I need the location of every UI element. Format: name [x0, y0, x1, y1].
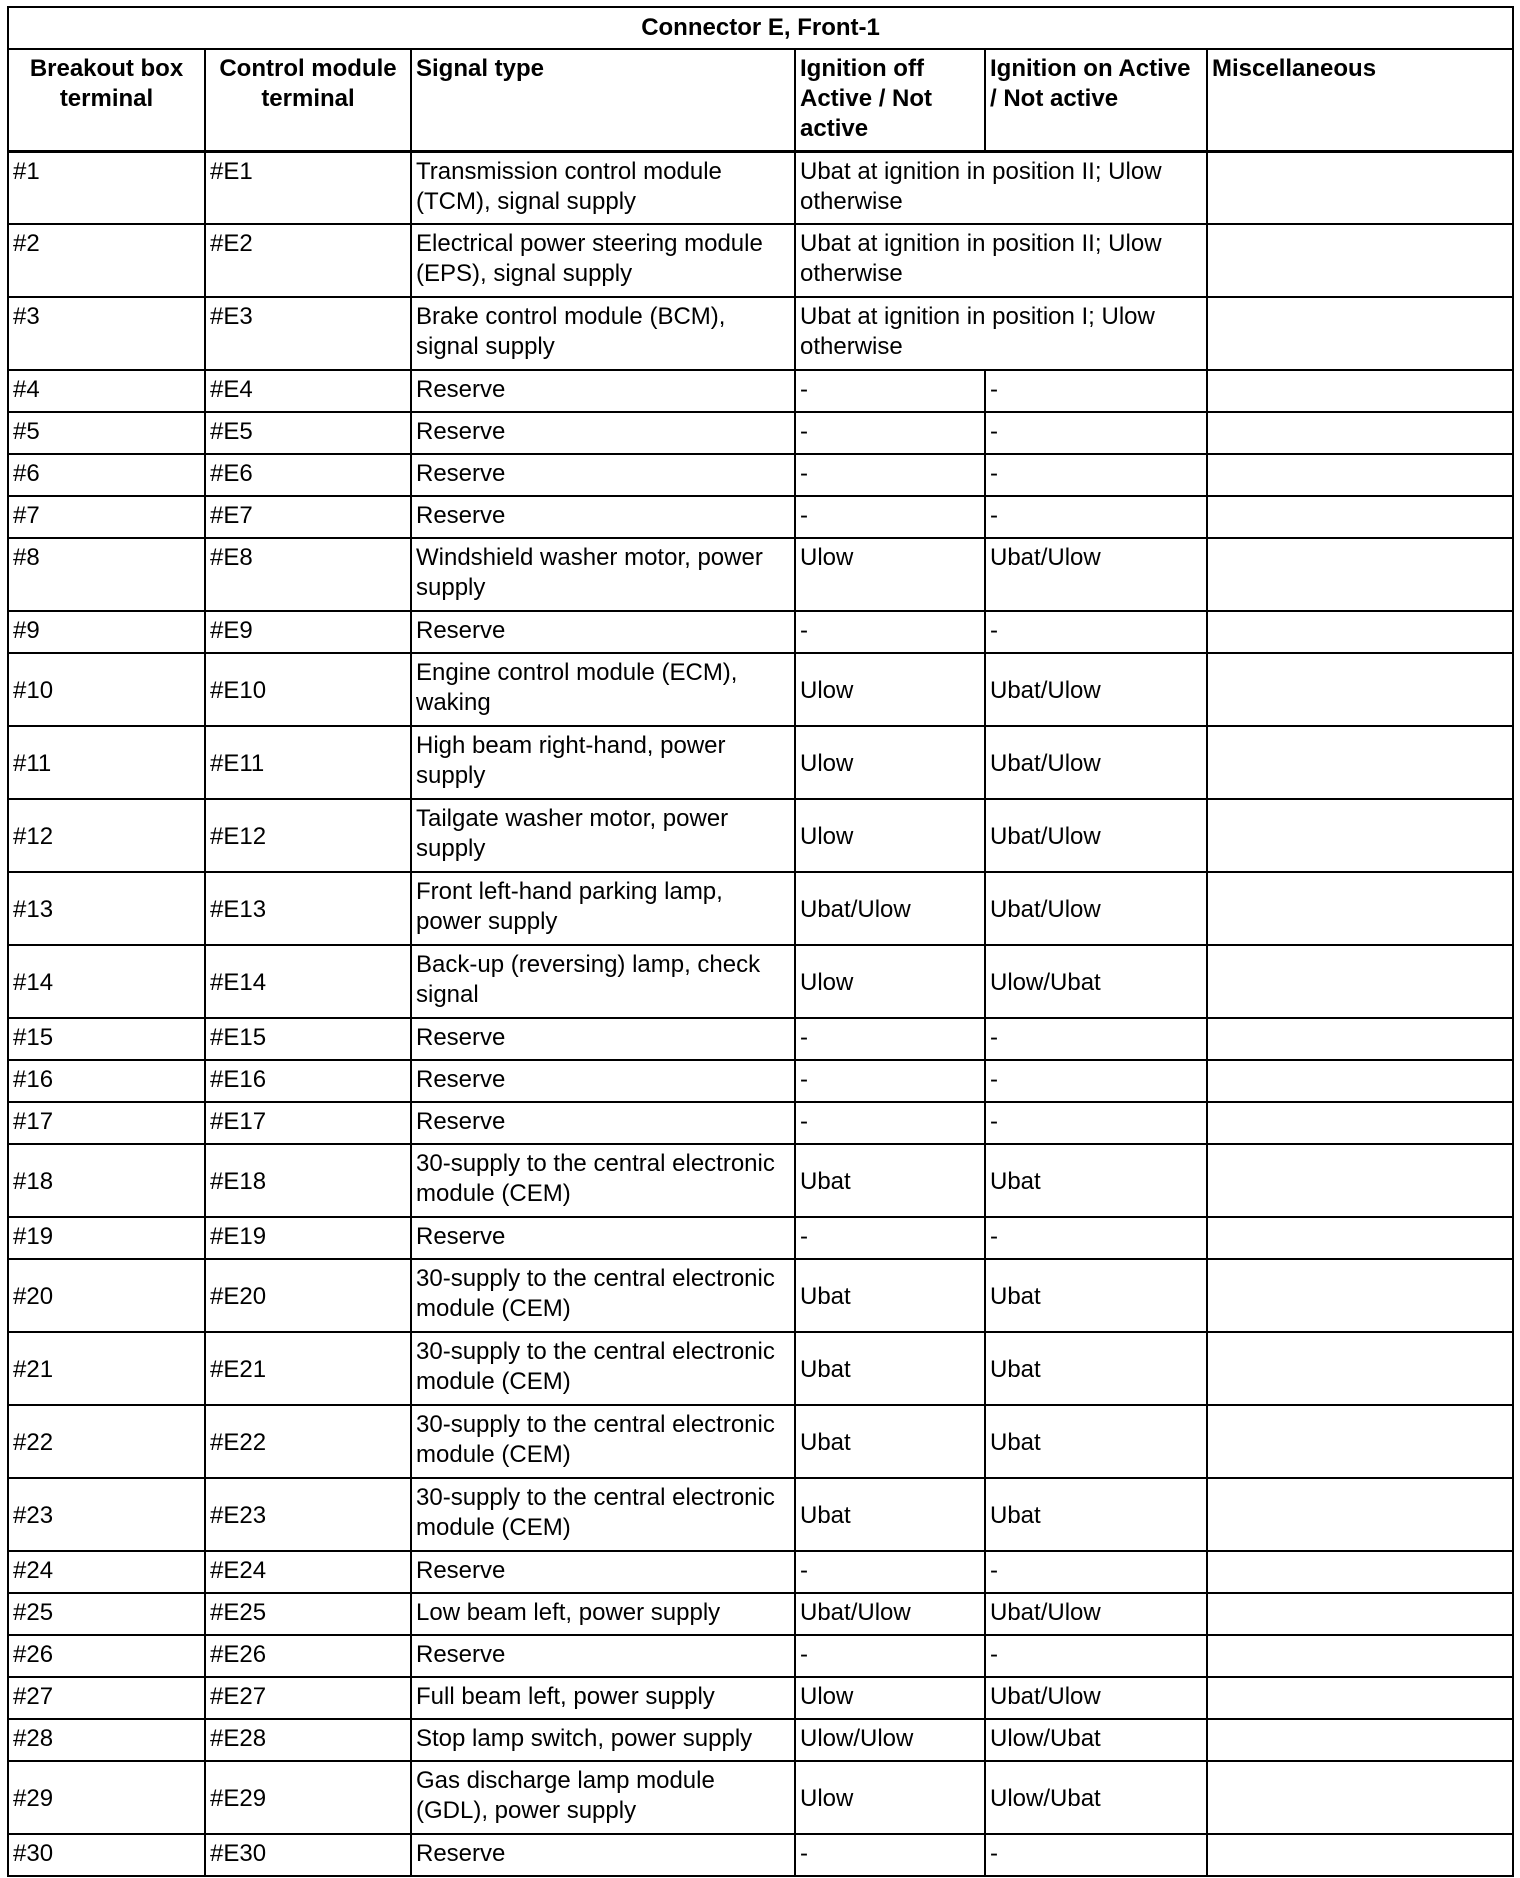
control-terminal-cell: #E2 [205, 224, 411, 297]
breakout-terminal-cell: #25 [8, 1593, 205, 1635]
ignition-on-cell: Ubat/Ulow [985, 538, 1207, 611]
table-row [8, 496, 1513, 538]
ignition-on-cell: Ubat [985, 1259, 1207, 1332]
signal-type-cell: 30-supply to the central electronic module (CEM) [411, 1332, 795, 1405]
ignition-off-cell: - [795, 1102, 985, 1144]
breakout-terminal-cell: #5 [8, 412, 205, 454]
miscellaneous-cell [1207, 1478, 1513, 1551]
table-title: Connector E, Front-1 [8, 7, 1513, 49]
ignition-off-cell: - [795, 496, 985, 538]
header-breakout-box-terminal: Breakout box terminal [8, 49, 205, 151]
table-row [8, 1144, 1513, 1217]
ignition-state-cell: Ubat at ignition in position I; Ulow otherwise [795, 297, 1207, 370]
control-terminal-cell: #E18 [205, 1144, 411, 1217]
signal-type-cell: Reserve [411, 1551, 795, 1593]
table-row [8, 412, 1513, 454]
ignition-state-cell: Ubat at ignition in position II; Ulow otherwise [795, 151, 1207, 224]
control-terminal-cell: #E9 [205, 611, 411, 653]
miscellaneous-cell [1207, 1060, 1513, 1102]
ignition-off-cell: Ubat/Ulow [795, 1593, 985, 1635]
table-body [8, 151, 1513, 1876]
signal-type-cell: High beam right-hand, power supply [411, 726, 795, 799]
table-row [8, 1478, 1513, 1551]
signal-type-cell: Windshield washer motor, power supply [411, 538, 795, 611]
miscellaneous-cell [1207, 151, 1513, 224]
miscellaneous-cell [1207, 370, 1513, 412]
signal-type-cell: 30-supply to the central electronic module (CEM) [411, 1405, 795, 1478]
signal-type-cell: Reserve [411, 496, 795, 538]
connector-pinout-table [7, 6, 1514, 1877]
control-terminal-cell: #E20 [205, 1259, 411, 1332]
breakout-terminal-cell: #22 [8, 1405, 205, 1478]
control-terminal-cell: #E26 [205, 1635, 411, 1677]
table-row [8, 872, 1513, 945]
breakout-terminal-cell: #30 [8, 1834, 205, 1876]
miscellaneous-cell [1207, 1144, 1513, 1217]
ignition-off-cell: - [795, 454, 985, 496]
table-row [8, 799, 1513, 872]
ignition-off-cell: Ubat [795, 1478, 985, 1551]
control-terminal-cell: #E16 [205, 1060, 411, 1102]
control-terminal-cell: #E5 [205, 412, 411, 454]
breakout-terminal-cell: #14 [8, 945, 205, 1018]
table-row [8, 1551, 1513, 1593]
miscellaneous-cell [1207, 1761, 1513, 1834]
signal-type-cell: Reserve [411, 1635, 795, 1677]
miscellaneous-cell [1207, 1834, 1513, 1876]
ignition-off-cell: Ulow [795, 945, 985, 1018]
table-row [8, 1719, 1513, 1761]
table-row [8, 1677, 1513, 1719]
signal-type-cell: Reserve [411, 412, 795, 454]
miscellaneous-cell [1207, 653, 1513, 726]
signal-type-cell: Reserve [411, 454, 795, 496]
table-row [8, 454, 1513, 496]
breakout-terminal-cell: #19 [8, 1217, 205, 1259]
miscellaneous-cell [1207, 1719, 1513, 1761]
table-row [8, 1834, 1513, 1876]
breakout-terminal-cell: #18 [8, 1144, 205, 1217]
ignition-on-cell: Ubat/Ulow [985, 799, 1207, 872]
ignition-on-cell: Ubat [985, 1405, 1207, 1478]
signal-type-cell: Electrical power steering module (EPS), signal supply [411, 224, 795, 297]
ignition-off-cell: - [795, 1551, 985, 1593]
control-terminal-cell: #E29 [205, 1761, 411, 1834]
ignition-on-cell: - [985, 611, 1207, 653]
table-row [8, 726, 1513, 799]
signal-type-cell: 30-supply to the central electronic module (CEM) [411, 1259, 795, 1332]
miscellaneous-cell [1207, 1332, 1513, 1405]
ignition-on-cell: - [985, 454, 1207, 496]
ignition-off-cell: - [795, 1635, 985, 1677]
miscellaneous-cell [1207, 1217, 1513, 1259]
ignition-off-cell: - [795, 1018, 985, 1060]
breakout-terminal-cell: #20 [8, 1259, 205, 1332]
miscellaneous-cell [1207, 1677, 1513, 1719]
ignition-off-cell: - [795, 412, 985, 454]
breakout-terminal-cell: #9 [8, 611, 205, 653]
table-row [8, 1060, 1513, 1102]
miscellaneous-cell [1207, 726, 1513, 799]
control-terminal-cell: #E30 [205, 1834, 411, 1876]
breakout-terminal-cell: #23 [8, 1478, 205, 1551]
ignition-on-cell: Ubat/Ulow [985, 653, 1207, 726]
miscellaneous-cell [1207, 799, 1513, 872]
control-terminal-cell: #E19 [205, 1217, 411, 1259]
miscellaneous-cell [1207, 1102, 1513, 1144]
table-row [8, 1259, 1513, 1332]
ignition-off-cell: - [795, 1060, 985, 1102]
control-terminal-cell: #E1 [205, 151, 411, 224]
signal-type-cell: Reserve [411, 611, 795, 653]
signal-type-cell: 30-supply to the central electronic module (CEM) [411, 1478, 795, 1551]
breakout-terminal-cell: #15 [8, 1018, 205, 1060]
table-row [8, 1018, 1513, 1060]
header-ignition-off: Ignition off Active / Not active [795, 49, 985, 151]
ignition-off-cell: Ulow [795, 1677, 985, 1719]
ignition-on-cell: Ubat/Ulow [985, 1593, 1207, 1635]
control-terminal-cell: #E4 [205, 370, 411, 412]
table-row [8, 1405, 1513, 1478]
signal-type-cell: Reserve [411, 370, 795, 412]
control-terminal-cell: #E14 [205, 945, 411, 1018]
ignition-on-cell: Ubat [985, 1332, 1207, 1405]
ignition-on-cell: - [985, 1102, 1207, 1144]
signal-type-cell: Tailgate washer motor, power supply [411, 799, 795, 872]
table-row [8, 945, 1513, 1018]
breakout-terminal-cell: #29 [8, 1761, 205, 1834]
header-signal-type: Signal type [411, 49, 795, 151]
breakout-terminal-cell: #27 [8, 1677, 205, 1719]
signal-type-cell: Full beam left, power supply [411, 1677, 795, 1719]
miscellaneous-cell [1207, 297, 1513, 370]
control-terminal-cell: #E28 [205, 1719, 411, 1761]
ignition-on-cell: Ubat [985, 1478, 1207, 1551]
signal-type-cell: Front left-hand parking lamp, power supply [411, 872, 795, 945]
breakout-terminal-cell: #21 [8, 1332, 205, 1405]
breakout-terminal-cell: #3 [8, 297, 205, 370]
ignition-on-cell: - [985, 1551, 1207, 1593]
signal-type-cell: Transmission control module (TCM), signal supply [411, 151, 795, 224]
control-terminal-cell: #E17 [205, 1102, 411, 1144]
miscellaneous-cell [1207, 496, 1513, 538]
ignition-on-cell: - [985, 496, 1207, 538]
miscellaneous-cell [1207, 1635, 1513, 1677]
ignition-off-cell: - [795, 1217, 985, 1259]
ignition-off-cell: Ubat [795, 1405, 985, 1478]
breakout-terminal-cell: #13 [8, 872, 205, 945]
breakout-terminal-cell: #24 [8, 1551, 205, 1593]
signal-type-cell: Low beam left, power supply [411, 1593, 795, 1635]
ignition-off-cell: - [795, 611, 985, 653]
breakout-terminal-cell: #6 [8, 454, 205, 496]
ignition-state-cell: Ubat at ignition in position II; Ulow otherwise [795, 224, 1207, 297]
column-header-row [8, 49, 1513, 151]
table-row [8, 1593, 1513, 1635]
breakout-terminal-cell: #26 [8, 1635, 205, 1677]
signal-type-cell: Brake control module (BCM), signal supply [411, 297, 795, 370]
ignition-on-cell: - [985, 412, 1207, 454]
table-row [8, 297, 1513, 370]
control-terminal-cell: #E8 [205, 538, 411, 611]
breakout-terminal-cell: #7 [8, 496, 205, 538]
breakout-terminal-cell: #12 [8, 799, 205, 872]
breakout-terminal-cell: #16 [8, 1060, 205, 1102]
miscellaneous-cell [1207, 1018, 1513, 1060]
ignition-off-cell: Ulow [795, 799, 985, 872]
ignition-on-cell: - [985, 1635, 1207, 1677]
miscellaneous-cell [1207, 611, 1513, 653]
miscellaneous-cell [1207, 412, 1513, 454]
ignition-off-cell: Ulow [795, 538, 985, 611]
table-row [8, 1332, 1513, 1405]
breakout-terminal-cell: #28 [8, 1719, 205, 1761]
table-row [8, 151, 1513, 224]
breakout-terminal-cell: #2 [8, 224, 205, 297]
miscellaneous-cell [1207, 1593, 1513, 1635]
ignition-off-cell: - [795, 370, 985, 412]
table-row [8, 653, 1513, 726]
header-control-module-terminal: Control module terminal [205, 49, 411, 151]
ignition-on-cell: Ulow/Ubat [985, 1719, 1207, 1761]
ignition-on-cell: - [985, 1060, 1207, 1102]
control-terminal-cell: #E21 [205, 1332, 411, 1405]
control-terminal-cell: #E3 [205, 297, 411, 370]
miscellaneous-cell [1207, 1551, 1513, 1593]
ignition-on-cell: - [985, 1834, 1207, 1876]
table-row [8, 1217, 1513, 1259]
miscellaneous-cell [1207, 538, 1513, 611]
ignition-on-cell: - [985, 370, 1207, 412]
control-terminal-cell: #E10 [205, 653, 411, 726]
table-row [8, 1102, 1513, 1144]
control-terminal-cell: #E22 [205, 1405, 411, 1478]
ignition-off-cell: Ulow [795, 726, 985, 799]
signal-type-cell: Reserve [411, 1834, 795, 1876]
table-title-row [8, 7, 1513, 49]
ignition-off-cell: Ubat [795, 1332, 985, 1405]
breakout-terminal-cell: #17 [8, 1102, 205, 1144]
table-row [8, 1761, 1513, 1834]
control-terminal-cell: #E13 [205, 872, 411, 945]
table-row [8, 370, 1513, 412]
control-terminal-cell: #E23 [205, 1478, 411, 1551]
signal-type-cell: Reserve [411, 1102, 795, 1144]
control-terminal-cell: #E24 [205, 1551, 411, 1593]
ignition-on-cell: Ubat/Ulow [985, 726, 1207, 799]
ignition-on-cell: Ulow/Ubat [985, 1761, 1207, 1834]
ignition-off-cell: Ubat/Ulow [795, 872, 985, 945]
connector-table-sheet [7, 6, 1512, 1877]
ignition-off-cell: - [795, 1834, 985, 1876]
breakout-terminal-cell: #4 [8, 370, 205, 412]
ignition-off-cell: Ulow [795, 1761, 985, 1834]
miscellaneous-cell [1207, 454, 1513, 496]
table-row [8, 224, 1513, 297]
miscellaneous-cell [1207, 1405, 1513, 1478]
control-terminal-cell: #E25 [205, 1593, 411, 1635]
control-terminal-cell: #E12 [205, 799, 411, 872]
control-terminal-cell: #E27 [205, 1677, 411, 1719]
signal-type-cell: Reserve [411, 1060, 795, 1102]
ignition-off-cell: Ulow [795, 653, 985, 726]
header-ignition-on: Ignition on Active / Not active [985, 49, 1207, 151]
signal-type-cell: 30-supply to the central electronic module (CEM) [411, 1144, 795, 1217]
ignition-off-cell: Ubat [795, 1259, 985, 1332]
ignition-on-cell: Ubat/Ulow [985, 1677, 1207, 1719]
control-terminal-cell: #E7 [205, 496, 411, 538]
breakout-terminal-cell: #8 [8, 538, 205, 611]
ignition-on-cell: - [985, 1217, 1207, 1259]
control-terminal-cell: #E6 [205, 454, 411, 496]
ignition-off-cell: Ubat [795, 1144, 985, 1217]
table-row [8, 1635, 1513, 1677]
breakout-terminal-cell: #1 [8, 151, 205, 224]
signal-type-cell: Stop lamp switch, power supply [411, 1719, 795, 1761]
control-terminal-cell: #E11 [205, 726, 411, 799]
miscellaneous-cell [1207, 872, 1513, 945]
ignition-on-cell: Ubat [985, 1144, 1207, 1217]
signal-type-cell: Reserve [411, 1217, 795, 1259]
ignition-off-cell: Ulow/Ulow [795, 1719, 985, 1761]
signal-type-cell: Back-up (reversing) lamp, check signal [411, 945, 795, 1018]
miscellaneous-cell [1207, 1259, 1513, 1332]
ignition-on-cell: - [985, 1018, 1207, 1060]
ignition-on-cell: Ubat/Ulow [985, 872, 1207, 945]
signal-type-cell: Gas discharge lamp module (GDL), power supply [411, 1761, 795, 1834]
breakout-terminal-cell: #11 [8, 726, 205, 799]
table-row [8, 538, 1513, 611]
ignition-on-cell: Ulow/Ubat [985, 945, 1207, 1018]
header-miscellaneous: Miscellaneous [1207, 49, 1513, 151]
table-row [8, 611, 1513, 653]
miscellaneous-cell [1207, 945, 1513, 1018]
signal-type-cell: Engine control module (ECM), waking [411, 653, 795, 726]
control-terminal-cell: #E15 [205, 1018, 411, 1060]
miscellaneous-cell [1207, 224, 1513, 297]
breakout-terminal-cell: #10 [8, 653, 205, 726]
signal-type-cell: Reserve [411, 1018, 795, 1060]
